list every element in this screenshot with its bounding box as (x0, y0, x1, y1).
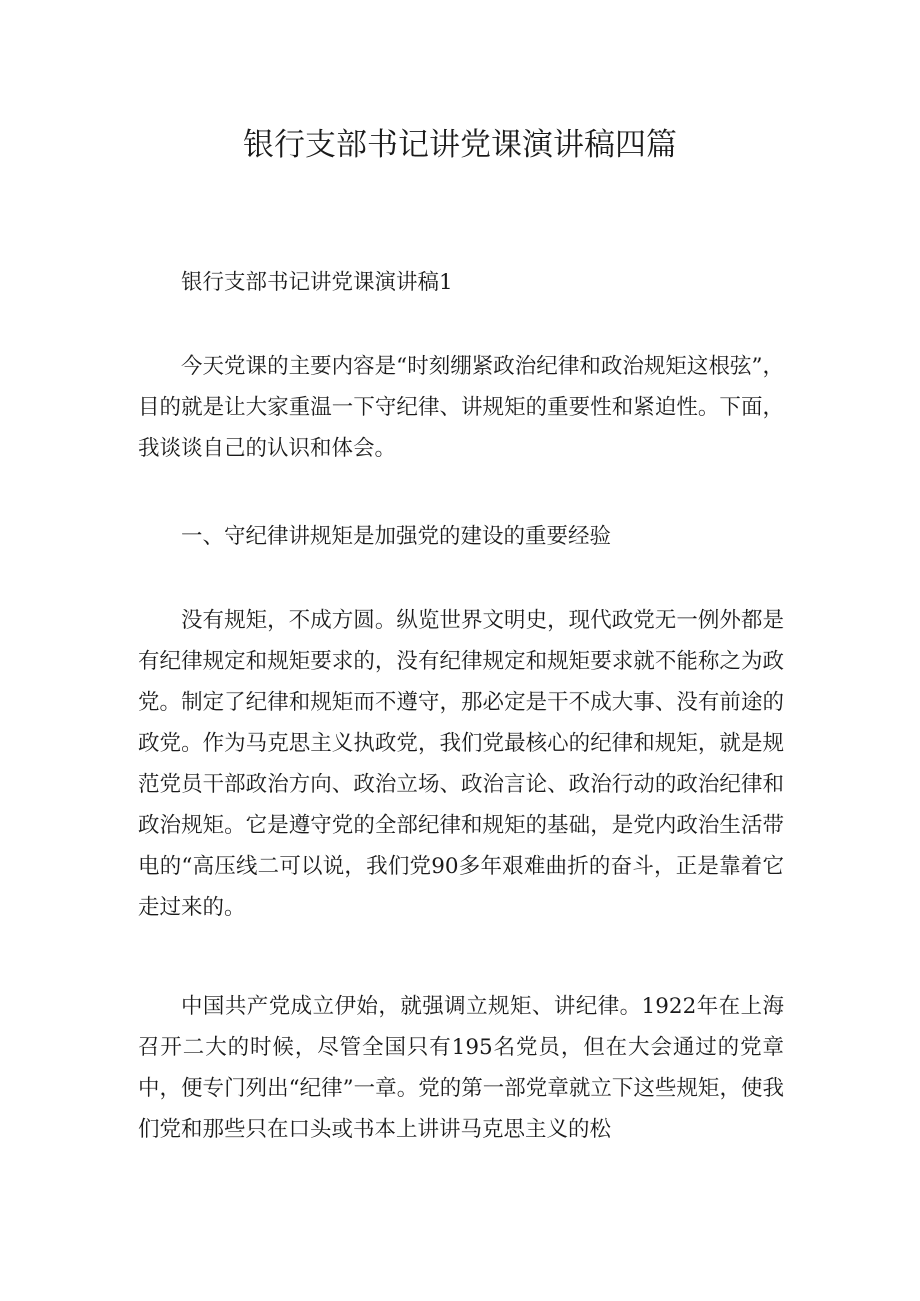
section-subtitle: 银行支部书记讲党课演讲稿1 (181, 270, 453, 295)
document-title: 银行支部书记讲党课演讲稿四篇 (243, 127, 677, 163)
section-heading: 一、守纪律讲规矩是加强党的建设的重要经验 (181, 524, 612, 549)
body-paragraph: 中国共产党成立伊始，就强调立规矩、讲纪律。1922年在上海召开二大的时候，尽管全国只有195名党员，但在大会通过的党章中，便专门列出“纪律”一章。党的第一部党章就立下这些规矩，使我们党和那些只在口头或书本上讲讲马克思主义的松 (138, 994, 784, 1142)
body-paragraph: 没有规矩，不成方圆。纵览世界文明史，现代政党无一例外都是有纪律规定和规矩要求的，没有纪律规定和规矩要求就不能称之为政党。制定了纪律和规矩而不遵守，那必定是干不成大事、没有前途的政党。作为马克思主义执政党，我们党最核心的纪律和规矩，就是规范党员干部政治方向、政治立场、政治言论、政治行动的政治纪律和政治规矩。它是遵守党的全部纪律和规矩的基础，是党内政治生活带电的“高压线二可以说，我们党90多年艰难曲折的奋斗，正是靠着它走过来的。 (138, 608, 784, 920)
intro-paragraph: 今天党课的主要内容是“时刻绷紧政治纪律和政治规矩这根弦”，目的就是让大家重温一下守纪律、讲规矩的重要性和紧迫性。下面，我谈谈自己的认识和体会。 (138, 354, 784, 461)
